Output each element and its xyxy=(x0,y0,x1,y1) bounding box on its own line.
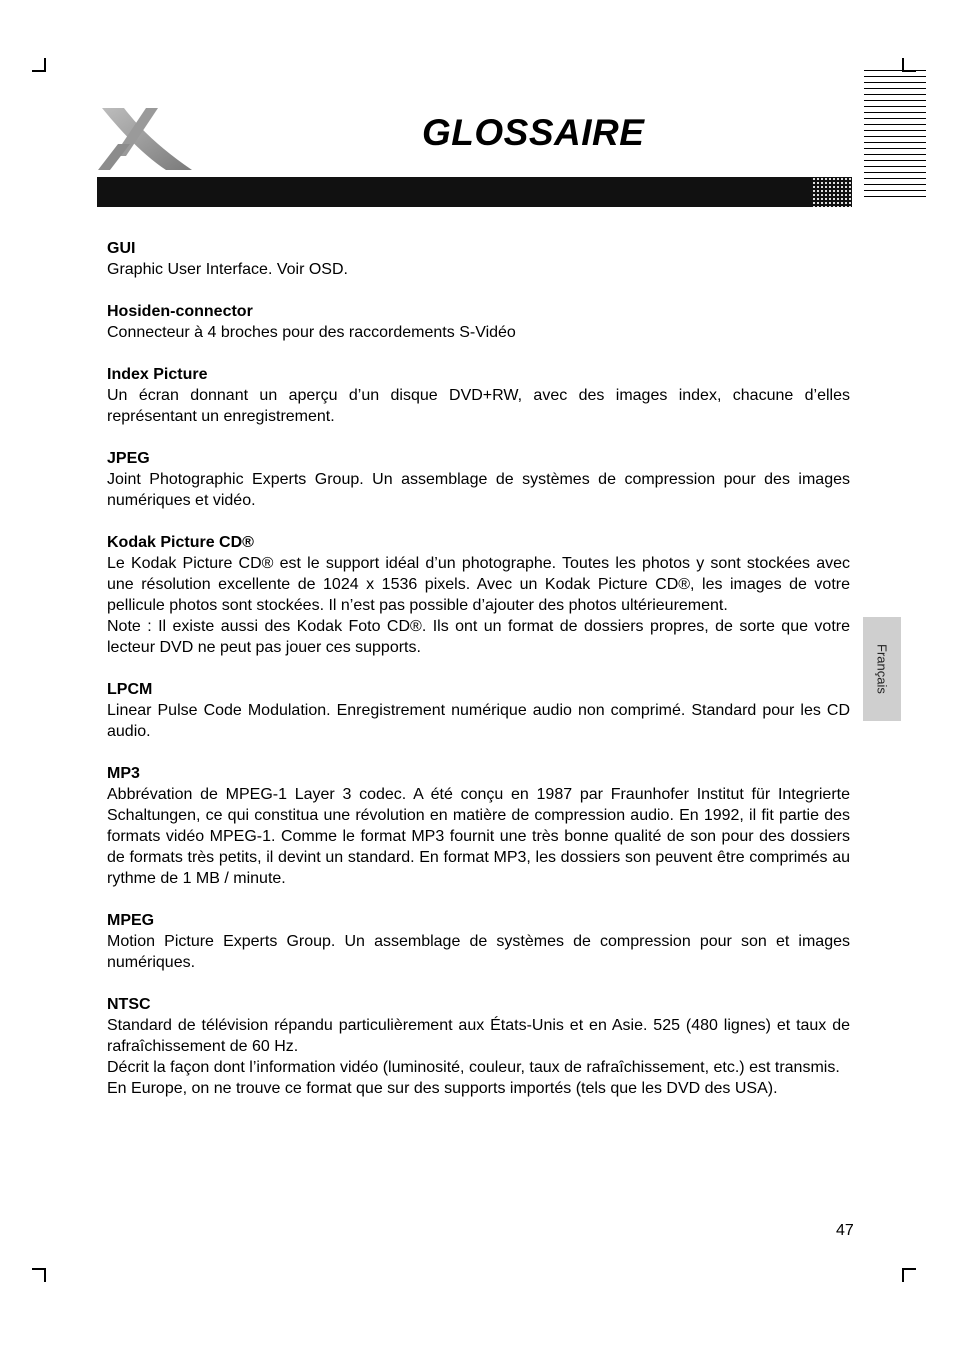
glossary-entry-lpcm xyxy=(107,679,850,742)
glossary-list xyxy=(107,238,850,1120)
language-tab xyxy=(863,617,901,721)
glossary-entry-mp3 xyxy=(107,763,850,889)
glossary-definition: Linear Pulse Code Modulation. Enregistrement numérique audio non comprimé. Standard pour les CD audio. xyxy=(107,702,850,740)
x-brand-logo-icon xyxy=(96,106,192,172)
page-title: GLOSSAIRE xyxy=(422,112,645,153)
glossary-term: MPEG xyxy=(107,912,155,929)
crop-mark-top-left xyxy=(32,58,46,72)
glossary-definition: Joint Photographic Experts Group. Un assemblage de systèmes de compression pour des images numériques et vidéo. xyxy=(107,471,850,509)
header-bar xyxy=(97,177,852,207)
glossary-entry-index-picture xyxy=(107,364,850,427)
glossary-entry-jpeg xyxy=(107,448,850,511)
glossary-entry-ntsc xyxy=(107,994,850,1099)
glossary-definition: Le Kodak Picture CD® est le support idéal d’un photographe. Toutes les photos y sont stockées avec une résolution excellente de 1024 x 1536 pixels. Avec un Kodak Picture CD®, les images de votre pellicule photos sont stockées. Il n’est pas possible d’ajouter des photos ultérieurement. xyxy=(107,555,850,614)
glossary-definition: Abbrévation de MPEG-1 Layer 3 codec. A été conçu en 1987 par Fraunhofer Institut für Integrierte Schaltungen, ce qui constitua une révolution en matière de compression audio. En 1992, il fit partie des formats vidéo MPEG-1. Comme le format MP3 fournit une très bonne qualité de son pour des dossiers de formats très petits, il devint un standard. En format MP3, les dossiers son peuvent être comprimés au rythme de 1 MB / minute. xyxy=(107,786,850,887)
glossary-definition: Un écran donnant un aperçu d’un disque DVD+RW, avec des images index, chacune d’elles représentant un enregistrement. xyxy=(107,387,850,425)
crop-mark-bottom-right xyxy=(902,1268,916,1282)
glossary-entry-kodak xyxy=(107,532,850,658)
glossary-term: NTSC xyxy=(107,996,151,1013)
glossary-term: Kodak Picture CD® xyxy=(107,534,254,551)
glossary-definition: Graphic User Interface. Voir OSD. xyxy=(107,261,348,278)
glossary-term: JPEG xyxy=(107,450,150,467)
glossary-term: GUI xyxy=(107,240,136,257)
glossary-entry-hosiden xyxy=(107,301,850,343)
glossary-definition: Standard de télévision répandu particulièrement aux États-Unis et en Asie. 525 (480 lignes) et taux de rafraîchissement de 60 Hz. xyxy=(107,1017,850,1055)
language-tab-label: Français xyxy=(874,644,890,694)
glossary-definition: Connecteur à 4 broches pour des raccordements S-Vidéo xyxy=(107,324,516,341)
glossary-term: MP3 xyxy=(107,765,140,782)
decorative-stripes xyxy=(864,70,926,200)
crop-mark-bottom-left xyxy=(32,1268,46,1282)
glossary-term: LPCM xyxy=(107,681,153,698)
glossary-entry-mpeg xyxy=(107,910,850,973)
glossary-definition: Motion Picture Experts Group. Un assemblage de systèmes de compression pour son et images numériques. xyxy=(107,933,850,971)
page-number: 47 xyxy=(836,1222,854,1239)
glossary-definition: Décrit la façon dont l’information vidéo (luminosité, couleur, taux de rafraîchissement, etc.) est transmis. xyxy=(107,1059,840,1076)
header-bar-dot-pattern xyxy=(812,177,852,207)
glossary-term: Index Picture xyxy=(107,366,208,383)
glossary-definition-note: Note : Il existe aussi des Kodak Foto CD®. Ils ont un format de dossiers propres, de sorte que votre lecteur DVD ne peut pas jouer ces supports. xyxy=(107,618,850,656)
glossary-term: Hosiden-connector xyxy=(107,303,253,320)
glossary-definition: En Europe, on ne trouve ce format que sur des supports importés (tels que les DVD des USA). xyxy=(107,1080,778,1097)
glossary-entry-gui xyxy=(107,238,850,280)
